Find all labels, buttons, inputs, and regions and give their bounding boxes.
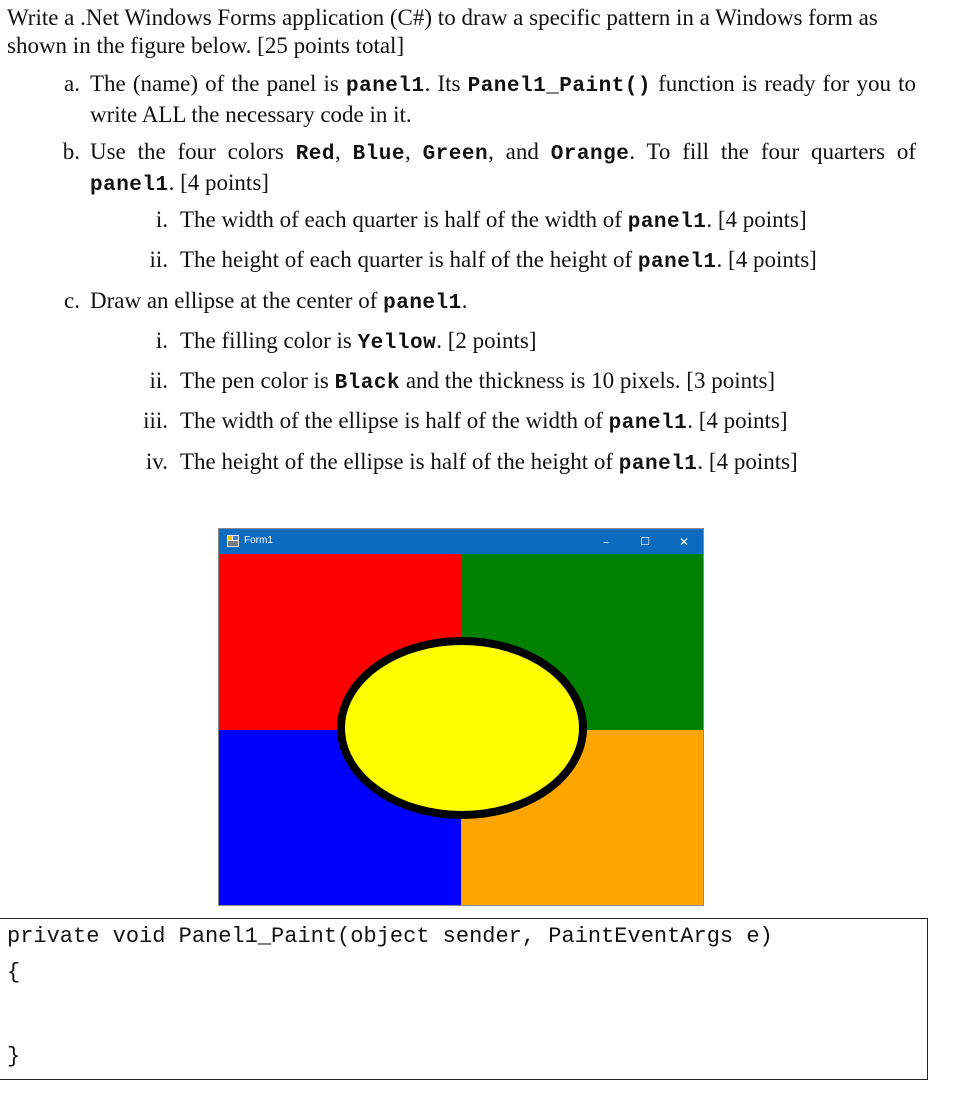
form-window-figure [218, 528, 704, 906]
item-b-text-2: , [335, 139, 353, 164]
item-c-text [90, 287, 916, 318]
item-b-ii-text-2: . [4 points] [716, 247, 817, 272]
item-c-iii-text [180, 407, 920, 438]
item-c-ii-text [180, 367, 920, 398]
item-c-marker: c. [64, 288, 80, 313]
item-c-ii-text-1: The pen color is [180, 368, 335, 393]
item-b-text [90, 138, 916, 200]
item-b-i-marker: i. [155, 207, 168, 232]
item-a-text-3: function is ready for you to write ALL the necessary code in it. [90, 71, 916, 127]
center-ellipse [341, 641, 583, 815]
code-answer-box [0, 918, 928, 1080]
form-title: Form1 [244, 535, 273, 546]
item-b-ii-text [180, 246, 920, 277]
item-c-i [0, 327, 930, 357]
item-c-ii-code: Black [334, 372, 401, 395]
item-b-code-green: Green [422, 143, 489, 166]
question-intro: Write a .Net Windows Forms application (C#) to draw a specific pattern in a Windows form as shown in the figure below. [25 points total] [7, 5, 878, 58]
item-c-iv-marker: iv. [145, 449, 168, 474]
item-b-i-code: panel1 [627, 211, 707, 234]
item-c-iv-text [180, 448, 920, 479]
form-app-icon [227, 535, 239, 547]
item-a-code-paint: Panel1_Paint() [467, 75, 652, 98]
item-b-text-6: . [4 points] [168, 170, 269, 195]
item-b-ii-marker: ii. [149, 247, 168, 272]
item-c-iii-marker: iii. [143, 408, 168, 433]
item-b-i [0, 206, 930, 236]
item-c-i-text-2: . [2 points] [436, 328, 537, 353]
item-b-ii-text-1: The height of each quarter is half of the height of [180, 247, 638, 272]
code-signature: private void Panel1_Paint(object sender, PaintEventArgs e) [7, 924, 773, 949]
item-b-text-5: . To fill the four quarters of [629, 139, 917, 164]
item-b-text-3: , [405, 139, 423, 164]
item-c-i-marker: i. [155, 328, 168, 353]
item-c-ii-text-2: and the thickness is 10 pixels. [3 points] [400, 368, 776, 393]
item-b-ii-code: panel1 [637, 251, 717, 274]
item-b-code-blue: Blue [352, 143, 405, 166]
item-c-text-1: Draw an ellipse at the center of [90, 288, 384, 313]
item-c-iii [0, 407, 930, 437]
item-c-iv-text-1: The height of the ellipse is half of the height of [180, 449, 619, 474]
item-c-iii-code: panel1 [608, 412, 688, 435]
item-a-marker: a. [64, 71, 80, 96]
item-b-ii [0, 246, 930, 276]
item-b-code-panel1: panel1 [90, 174, 169, 197]
item-c-iii-text-1: The width of the ellipse is half of the width of [180, 408, 609, 433]
code-close-brace: } [7, 1044, 21, 1069]
item-a-text [90, 70, 916, 129]
item-b-code-orange: Orange [550, 143, 630, 166]
item-c-ii-marker: ii. [149, 368, 168, 393]
item-b-i-text [180, 206, 920, 237]
item-b-text-4: , and [488, 139, 551, 164]
item-a-text-2: . Its [424, 71, 468, 96]
item-a [0, 70, 930, 130]
item-c-i-code: Yellow [357, 332, 437, 355]
item-b-text-1: Use the four colors [90, 139, 296, 164]
item-b-i-text-1: The width of each quarter is half of the width of [180, 207, 628, 232]
maximize-icon[interactable]: ☐ [640, 535, 650, 548]
item-b-marker: b. [62, 139, 80, 164]
item-a-code-panel1: panel1 [345, 75, 425, 98]
code-open-brace: { [7, 960, 21, 985]
item-c-ii [0, 367, 930, 397]
item-c-iv-code: panel1 [618, 453, 698, 476]
item-c [0, 287, 930, 317]
item-c-code: panel1 [383, 292, 462, 315]
close-icon[interactable]: ✕ [678, 535, 690, 549]
item-b [0, 138, 930, 198]
item-c-iii-text-2: . [4 points] [687, 408, 788, 433]
minimize-icon[interactable]: – [603, 535, 609, 549]
item-b-i-text-2: . [4 points] [706, 207, 807, 232]
item-c-iv-text-2: . [4 points] [697, 449, 798, 474]
item-c-iv [0, 448, 930, 478]
item-b-code-red: Red [295, 143, 335, 166]
item-a-text-1: The (name) of the panel is [90, 71, 346, 96]
panel1 [219, 554, 703, 905]
form-titlebar [219, 529, 703, 554]
item-c-text-2: . [461, 288, 468, 313]
item-c-i-text [180, 327, 920, 358]
item-c-i-text-1: The filling color is [180, 328, 358, 353]
